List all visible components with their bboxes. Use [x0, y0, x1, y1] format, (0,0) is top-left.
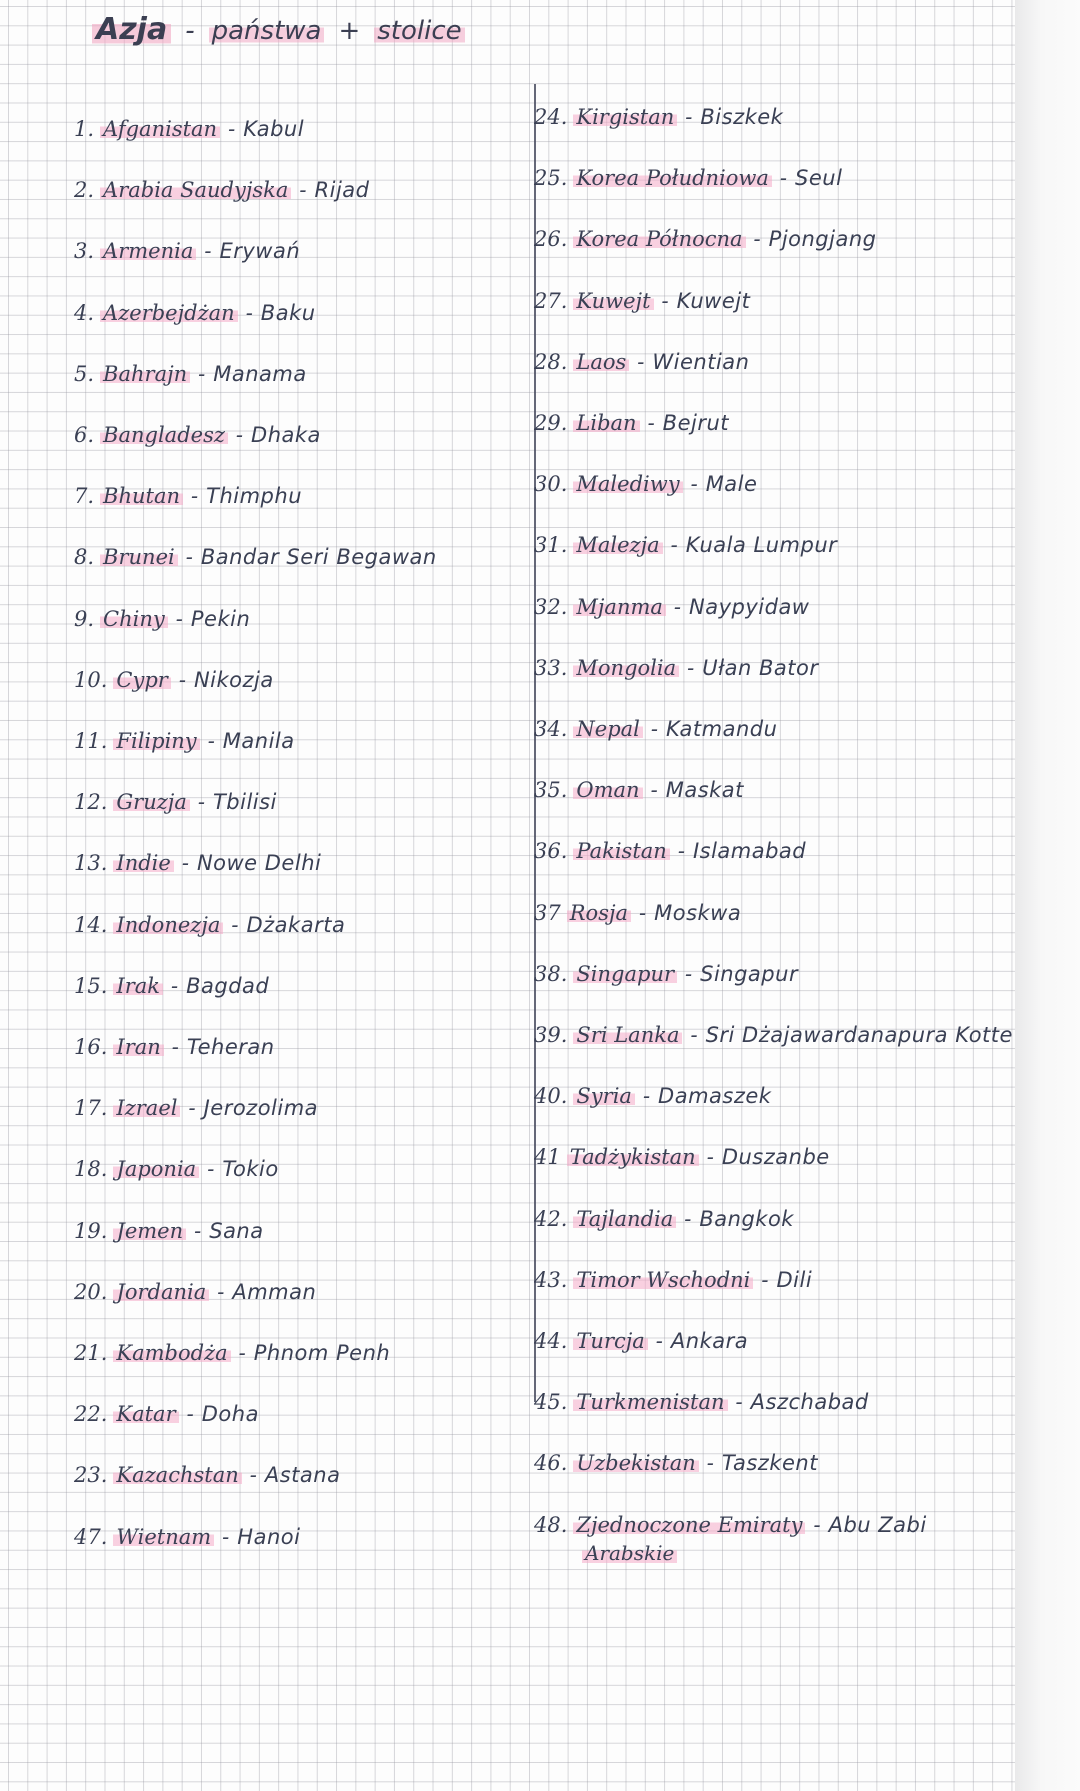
- separator-dash: -: [779, 166, 788, 191]
- title-word-2: stolice: [374, 16, 464, 46]
- capital-name: Maskat: [665, 778, 744, 803]
- item-number: 21.: [74, 1341, 108, 1365]
- country-name: Cypr: [113, 668, 170, 692]
- item-number: 29.: [534, 411, 568, 435]
- separator-dash: -: [637, 349, 645, 374]
- separator-dash: -: [642, 1084, 651, 1109]
- country-name: Filipiny: [113, 729, 199, 753]
- capital-name: Manila: [222, 729, 295, 753]
- item-number: 44.: [534, 1329, 568, 1353]
- separator-dash: -: [245, 300, 253, 325]
- separator-dash: -: [188, 1096, 196, 1121]
- list-item: [534, 286, 750, 316]
- capital-name: Bejrut: [662, 411, 730, 435]
- item-number: 39.: [534, 1023, 568, 1047]
- separator-dash: -: [685, 961, 693, 986]
- capital-name: Dili: [776, 1267, 813, 1292]
- title-dash: -: [185, 16, 195, 46]
- separator-dash: -: [171, 973, 179, 998]
- list-item: [534, 959, 798, 989]
- capital-name: Pekin: [190, 606, 251, 631]
- list-item: [74, 359, 307, 389]
- list-item: [74, 481, 302, 511]
- list-item: [74, 1093, 318, 1123]
- capital-name: Ułan Bator: [702, 655, 819, 680]
- separator-dash: -: [706, 1451, 714, 1476]
- list-item: [534, 408, 729, 438]
- separator-dash: -: [685, 105, 693, 129]
- country-name: Pakistan: [573, 839, 669, 863]
- list-item: [534, 224, 877, 254]
- item-number: 13.: [74, 851, 108, 876]
- page-title: [92, 12, 465, 60]
- list-item: [74, 298, 316, 328]
- country-name: Uzbekistan: [573, 1451, 698, 1475]
- country-name: Rosja: [567, 901, 631, 925]
- country-name: Turkmenistan: [573, 1390, 727, 1414]
- country-name: Korea Południowa: [573, 166, 772, 190]
- separator-dash: -: [639, 900, 647, 925]
- title-plus: +: [338, 16, 361, 46]
- item-number: 7.: [74, 484, 95, 509]
- capital-name: Kuwejt: [676, 288, 751, 313]
- capital-name: Pjongjang: [768, 227, 877, 252]
- item-number: 9.: [74, 606, 95, 631]
- list-item: [534, 898, 741, 928]
- item-number: 30.: [534, 472, 568, 497]
- list-item: [534, 530, 837, 560]
- item-number: 45.: [534, 1390, 568, 1415]
- country-name: Iran: [113, 1035, 163, 1059]
- item-number: 48.: [534, 1512, 568, 1537]
- separator-dash: -: [235, 423, 244, 447]
- country-name: Syria: [573, 1084, 635, 1108]
- list-item: [534, 163, 842, 193]
- separator-dash: -: [231, 912, 239, 937]
- list-item: [74, 1399, 259, 1429]
- separator-dash: -: [690, 472, 698, 497]
- separator-dash: -: [761, 1267, 769, 1292]
- capital-name: Seul: [795, 166, 843, 191]
- list-item: [74, 1216, 264, 1246]
- capital-name: Rijad: [314, 178, 370, 203]
- country-name: Indonezja: [113, 913, 223, 937]
- list-item: [534, 1265, 812, 1295]
- capital-name: Hanoi: [237, 1524, 301, 1549]
- country-name: Arabia Saudyjska: [100, 178, 291, 202]
- country-name: Tadżykistan: [567, 1145, 699, 1169]
- list-item: [74, 175, 369, 205]
- item-number: 23.: [74, 1463, 108, 1488]
- country-name: Liban: [573, 411, 639, 435]
- country-name: Malezja: [573, 533, 662, 557]
- item-number: 32.: [534, 594, 568, 619]
- separator-dash: -: [706, 1145, 714, 1170]
- item-number: 26.: [534, 227, 568, 252]
- list-item: [534, 102, 783, 132]
- list-item: [74, 542, 437, 572]
- capital-name: Nowe Delhi: [196, 851, 322, 876]
- country-name-continued: Arabskie: [582, 1540, 677, 1566]
- item-number: 22.: [74, 1402, 108, 1427]
- list-item: [534, 1142, 830, 1172]
- title-word: państwa: [209, 16, 325, 46]
- country-name: Bangladesz: [100, 423, 228, 447]
- item-number: 31.: [534, 533, 568, 558]
- country-name: Azerbejdżan: [100, 301, 238, 325]
- country-name: Kirgistan: [573, 105, 677, 129]
- item-number: 46.: [534, 1451, 568, 1476]
- country-name: Kambodża: [113, 1341, 230, 1365]
- separator-dash: -: [222, 1524, 230, 1549]
- separator-dash: -: [647, 411, 655, 435]
- item-number: 40.: [534, 1084, 568, 1109]
- capital-name: Sana: [209, 1218, 264, 1243]
- list-item: [74, 1277, 316, 1307]
- capital-name: Naypyidaw: [689, 594, 810, 619]
- separator-dash: -: [684, 1206, 692, 1231]
- separator-dash: -: [238, 1341, 246, 1365]
- capital-name: Damaszek: [658, 1084, 772, 1109]
- country-name: Singapur: [573, 962, 677, 986]
- separator-dash: -: [655, 1329, 663, 1353]
- capital-name: Singapur: [700, 961, 799, 986]
- list-item: [534, 1387, 869, 1417]
- item-number: 4.: [74, 300, 95, 325]
- capital-name: Astana: [264, 1463, 341, 1488]
- item-number: 43.: [534, 1267, 568, 1292]
- item-number: 17.: [74, 1096, 108, 1121]
- capital-name: Dżakarta: [246, 912, 346, 937]
- capital-name: Kuala Lumpur: [685, 533, 838, 558]
- item-number: 15.: [74, 973, 108, 998]
- country-name: Nepal: [573, 717, 642, 741]
- title-main: Azja: [92, 12, 171, 47]
- country-name: Malediwy: [573, 472, 682, 496]
- list-item: [74, 665, 274, 695]
- separator-dash: -: [650, 778, 658, 803]
- capital-name: Wientian: [652, 349, 750, 374]
- list-item: [534, 1448, 818, 1478]
- item-number: 28.: [534, 349, 568, 374]
- capital-name: Amman: [232, 1279, 317, 1304]
- item-number: 5.: [74, 361, 95, 386]
- country-name: Gruzja: [113, 790, 189, 814]
- separator-dash: -: [207, 1157, 215, 1182]
- country-name: Turcja: [573, 1329, 647, 1353]
- separator-dash: -: [198, 361, 206, 386]
- page-edge-shadow: [1015, 0, 1080, 1791]
- country-name: Jordania: [113, 1280, 209, 1304]
- item-number: 11.: [74, 729, 108, 753]
- capital-name: Aszchabad: [750, 1390, 869, 1415]
- separator-dash: -: [171, 1035, 179, 1059]
- list-item: [534, 347, 749, 377]
- separator-dash: -: [207, 729, 215, 753]
- country-name: Mjanma: [573, 595, 666, 619]
- capital-name: Kabul: [243, 117, 305, 141]
- capital-name: Phnom Penh: [253, 1341, 391, 1365]
- separator-dash: -: [690, 1023, 698, 1047]
- list-item: [534, 1510, 927, 1540]
- separator-dash: -: [186, 1402, 194, 1427]
- country-name: Tajlandia: [573, 1207, 676, 1231]
- list-item: [534, 775, 744, 805]
- capital-name: Sri Dżajawardanapura Kotte: [705, 1023, 1013, 1047]
- capital-name: Ankara: [670, 1329, 749, 1353]
- list-item: [534, 592, 810, 622]
- list-item: [74, 726, 295, 756]
- capital-name: Thimphu: [206, 484, 303, 509]
- item-number: 33.: [534, 655, 568, 680]
- separator-dash: -: [228, 117, 236, 141]
- country-name: Wietnam: [113, 1525, 214, 1549]
- country-name: Bahrajn: [100, 362, 190, 386]
- country-name: Afganistan: [100, 117, 220, 141]
- list-item: [74, 1338, 390, 1368]
- capital-name: Male: [705, 472, 758, 497]
- separator-dash: -: [191, 484, 199, 509]
- separator-dash: -: [661, 288, 669, 313]
- list-item: [74, 1460, 340, 1490]
- separator-dash: -: [249, 1463, 257, 1488]
- item-number: 14.: [74, 912, 108, 937]
- country-name: Izrael: [113, 1096, 180, 1120]
- separator-dash: -: [204, 239, 212, 264]
- country-name: Kuwejt: [573, 289, 653, 313]
- list-item: [74, 910, 345, 940]
- capital-name: Doha: [201, 1402, 259, 1427]
- item-number: 3.: [74, 239, 95, 264]
- capital-name: Teheran: [186, 1035, 275, 1059]
- item-number: 38.: [534, 961, 568, 986]
- item-number: 25.: [534, 166, 568, 191]
- separator-dash: -: [735, 1390, 743, 1415]
- separator-dash: -: [650, 717, 658, 741]
- list-item: [534, 1326, 748, 1356]
- item-number: 35.: [534, 778, 568, 803]
- capital-name: Islamabad: [692, 839, 807, 864]
- separator-dash: -: [175, 606, 183, 631]
- list-item: [74, 848, 321, 878]
- list-item: [74, 1032, 275, 1062]
- list-item: [74, 1522, 300, 1552]
- capital-name: Biszkek: [700, 105, 784, 129]
- item-number: 36.: [534, 839, 568, 864]
- separator-dash: -: [687, 655, 695, 680]
- capital-name: Bandar Seri Begawan: [200, 545, 437, 570]
- separator-dash: -: [677, 839, 685, 864]
- country-name: Korea Północna: [573, 227, 745, 251]
- country-name: Laos: [573, 350, 629, 374]
- separator-dash: -: [178, 667, 186, 692]
- item-number: 8.: [74, 545, 95, 570]
- item-number: 42.: [534, 1206, 568, 1231]
- item-number: 37: [534, 900, 561, 925]
- separator-dash: -: [670, 533, 678, 558]
- capital-name: Duszanbe: [721, 1145, 830, 1170]
- list-item: [74, 971, 269, 1001]
- item-number: 10.: [74, 667, 108, 692]
- capital-name: Abu Zabi: [828, 1512, 927, 1537]
- country-name: Kazachstan: [113, 1463, 241, 1487]
- capital-name: Bagdad: [186, 973, 270, 998]
- capital-name: Nikozja: [193, 667, 274, 692]
- item-number: 34.: [534, 717, 568, 741]
- country-name: Zjednoczone Emiraty: [573, 1513, 805, 1537]
- separator-dash: -: [299, 178, 307, 203]
- list-item: [74, 1154, 279, 1184]
- separator-dash: -: [194, 1218, 202, 1243]
- item-number: 47.: [74, 1524, 108, 1549]
- capital-name: Baku: [260, 300, 316, 325]
- item-number: 12.: [74, 790, 108, 815]
- country-name: Oman: [573, 778, 642, 802]
- separator-dash: -: [197, 790, 205, 815]
- country-name: Katar: [113, 1402, 178, 1426]
- list-item: [74, 604, 250, 634]
- list-item: [534, 836, 806, 866]
- capital-name: Katmandu: [666, 717, 778, 741]
- capital-name: Tokio: [222, 1157, 279, 1182]
- item-number: 27.: [534, 288, 568, 313]
- capital-name: Jerozolima: [203, 1096, 319, 1121]
- list-item: [74, 236, 300, 266]
- separator-dash: -: [753, 227, 761, 252]
- country-name: Brunei: [100, 545, 178, 569]
- separator-dash: -: [217, 1279, 225, 1304]
- separator-dash: -: [185, 545, 193, 570]
- country-name: Mongolia: [573, 656, 679, 680]
- capital-name: Taszkent: [721, 1451, 818, 1476]
- capital-name: Tbilisi: [212, 790, 277, 815]
- country-name: Sri Lanka: [573, 1023, 682, 1047]
- item-number: 2.: [74, 178, 95, 203]
- capital-name: Erywań: [219, 239, 301, 264]
- separator-dash: -: [181, 851, 189, 876]
- item-number: 19.: [74, 1218, 108, 1243]
- list-item: [534, 1204, 794, 1234]
- item-number: 18.: [74, 1157, 108, 1182]
- list-item: [534, 1081, 771, 1111]
- list-item: [534, 714, 777, 744]
- country-name: Indie: [113, 851, 173, 875]
- list-item: [534, 1020, 1013, 1050]
- separator-dash: -: [813, 1512, 821, 1537]
- item-number: 41: [534, 1145, 561, 1170]
- list-item: [74, 420, 321, 450]
- item-number: 20.: [74, 1279, 108, 1304]
- capital-name: Moskwa: [654, 900, 742, 925]
- country-name: Chiny: [100, 607, 168, 631]
- capital-name: Dhaka: [251, 423, 321, 447]
- item-number: 24.: [534, 105, 568, 129]
- country-name: Jemen: [113, 1219, 186, 1243]
- country-name: Armenia: [100, 239, 196, 263]
- list-item: [534, 653, 818, 683]
- country-name: Irak: [113, 974, 163, 998]
- country-name: Bhutan: [100, 484, 183, 508]
- separator-dash: -: [673, 594, 682, 619]
- list-item: [74, 114, 304, 144]
- item-number: 1.: [74, 117, 95, 141]
- capital-name: Manama: [213, 361, 307, 386]
- list-item: [534, 469, 757, 499]
- list-item: [74, 787, 277, 817]
- capital-name: Bangkok: [699, 1206, 794, 1231]
- item-number: 6.: [74, 423, 95, 447]
- item-number: 16.: [74, 1035, 108, 1059]
- country-name: Japonia: [113, 1157, 199, 1181]
- country-name: Timor Wschodni: [573, 1268, 753, 1292]
